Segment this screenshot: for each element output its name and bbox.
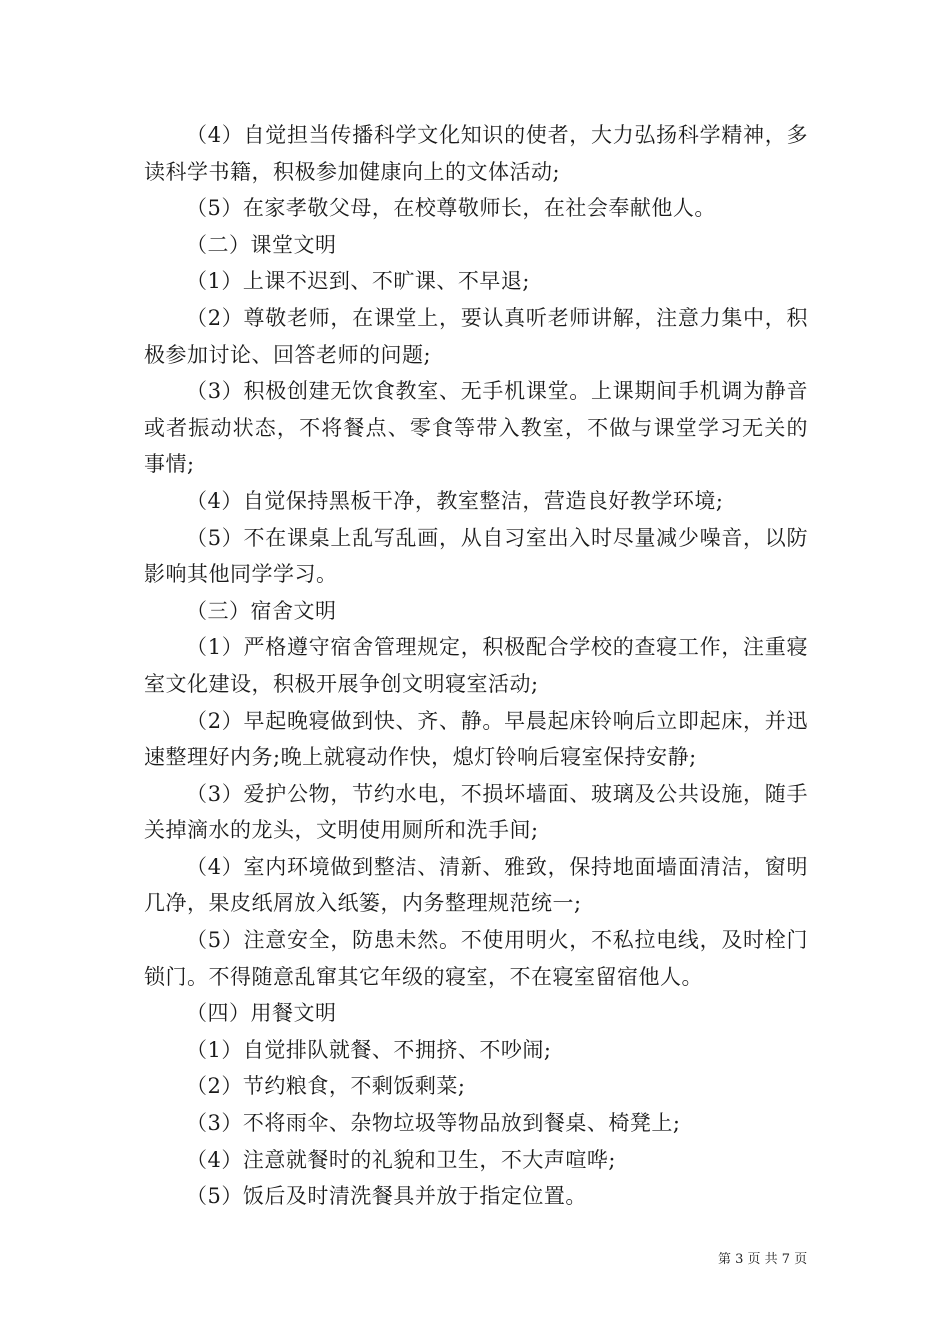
paragraph: （3）爱护公物，节约水电，不损坏墙面、玻璃及公共设施，随手关掉滴水的龙头，文明使用厕所和洗手间; bbox=[144, 781, 808, 843]
section-heading: （二）课堂文明 bbox=[186, 232, 337, 257]
page-number: 第 3 页 共 7 页 bbox=[718, 1252, 808, 1267]
paragraph: （4）自觉保持黑板干净，教室整洁，营造良好教学环境; bbox=[186, 488, 724, 513]
paragraph: （1）严格遵守宿舍管理规定，积极配合学校的查寝工作，注重寝室文化建设，积极开展争创文明寝室活动; bbox=[144, 635, 808, 696]
paragraph: （2）尊敬老师，在课堂上，要认真听老师讲解，注意力集中，积极参加讨论、回答老师的问题; bbox=[144, 305, 808, 367]
paragraph: （4）自觉担当传播科学文化知识的使者，大力弘扬科学精神，多读科学书籍，积极参加健康向上的文体活动; bbox=[144, 123, 808, 184]
paragraph: （5）在家孝敬父母，在校尊敬师长，在社会奉献他人。 bbox=[186, 196, 716, 221]
paragraph: （5）不在课桌上乱写乱画，从自习室出入时尽量减少噪音，以防影响其他同学学习。 bbox=[144, 525, 808, 587]
paragraph: （3）积极创建无饮食教室、无手机课堂。上课期间手机调为静音或者振动状态，不将餐点、零食等带入教室，不做与课堂学习无关的事情; bbox=[144, 379, 808, 477]
paragraph: （5）饭后及时清洗餐具并放于指定位置。 bbox=[186, 1184, 587, 1209]
section-heading: （四）用餐文明 bbox=[186, 1001, 337, 1026]
section-heading: （三）宿舍文明 bbox=[186, 598, 337, 623]
paragraph: （5）注意安全，防患未然。不使用明火，不私拉电线，及时栓门锁门。不得随意乱窜其它年级的寝室，不在寝室留宿他人。 bbox=[144, 928, 808, 989]
paragraph: （4）注意就餐时的礼貌和卫生，不大声喧哗; bbox=[186, 1147, 616, 1172]
paragraph: （3）不将雨伞、杂物垃圾等物品放到餐桌、椅凳上; bbox=[186, 1111, 681, 1136]
paragraph: （4）室内环境做到整洁、清新、雅致，保持地面墙面清洁，窗明几净，果皮纸屑放入纸篓，内务整理规范统一; bbox=[144, 854, 808, 916]
paragraph: （2）早起晚寝做到快、齐、静。早晨起床铃响后立即起床，并迅速整理好内务;晚上就寝动作快，熄灯铃响后寝室保持安静; bbox=[144, 708, 808, 770]
paragraph: （1）自觉排队就餐、不拥挤、不吵闹; bbox=[186, 1037, 552, 1062]
paragraph: （1）上课不迟到、不旷课、不早退; bbox=[186, 269, 530, 294]
paragraph: （2）节约粮食，不剩饭剩菜; bbox=[186, 1074, 466, 1099]
document-body bbox=[144, 117, 808, 1215]
